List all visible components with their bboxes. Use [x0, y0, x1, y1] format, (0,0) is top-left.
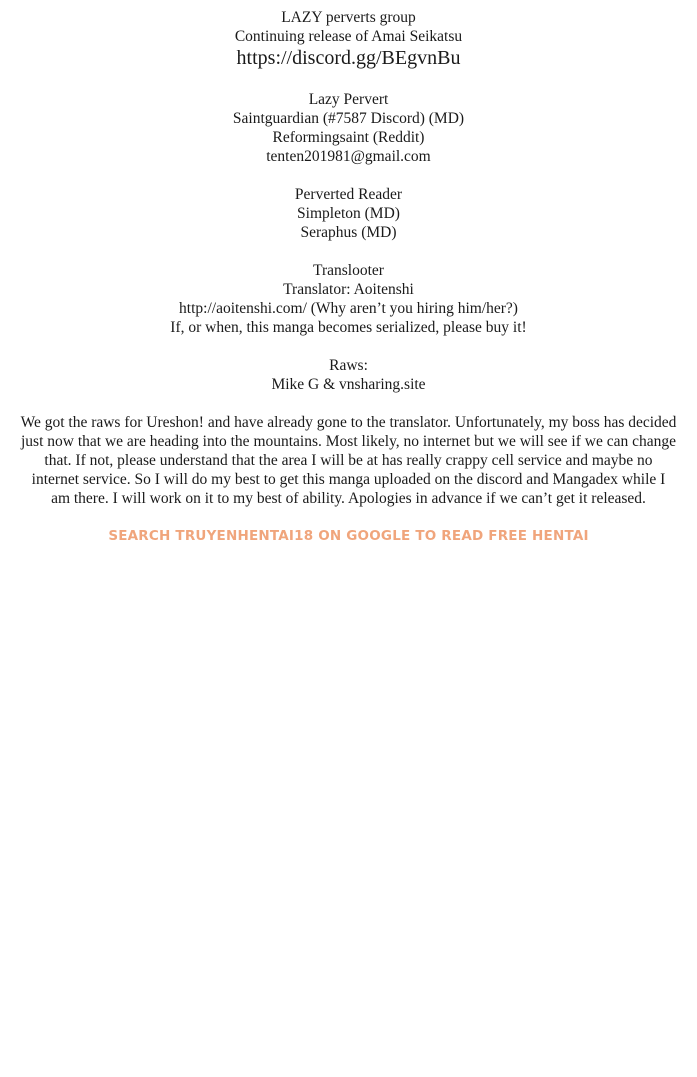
- credit-line: Seraphus (MD): [300, 224, 397, 241]
- credit-line: If, or when, this manga becomes serialized, please buy it!: [170, 319, 527, 336]
- notice-paragraph: [8, 413, 689, 508]
- notice-line: just now that we are heading into the mountains. Most likely, no internet but we will see if we can change: [21, 433, 676, 450]
- header-block: [0, 8, 697, 70]
- notice-line: that. If not, please understand that the area I will be at has really crappy cell service and maybe no: [44, 452, 653, 469]
- credit-line: Reformingsaint (Reddit): [272, 129, 425, 146]
- contact-email[interactable]: tenten201981@gmail.com: [266, 148, 431, 165]
- translator-link[interactable]: http://aoitenshi.com/ (Why aren’t you hiring him/her?): [179, 300, 518, 317]
- watermark-text: SEARCH TRUYENHENTAI18 ON GOOGLE TO READ FREE HENTAI: [108, 528, 589, 544]
- credit-line: Translator: Aoitenshi: [283, 281, 414, 298]
- group-name: LAZY perverts group: [281, 9, 416, 26]
- section-heading: Raws:: [329, 357, 368, 374]
- notice-line: We got the raws for Ureshon! and have already gone to the translator. Unfortunately, my boss has decided: [20, 414, 677, 431]
- credit-line: Saintguardian (#7587 Discord) (MD): [232, 110, 465, 127]
- credit-line: Simpleton (MD): [297, 205, 400, 222]
- notice-line: am there. I will work on it to my best of ability. Apologies in advance if we can’t get it released.: [51, 490, 646, 507]
- release-title: Continuing release of Amai Seikatsu: [234, 28, 463, 45]
- credit-line: Mike G & vnsharing.site: [271, 376, 426, 393]
- section-heading: Perverted Reader: [294, 186, 403, 203]
- section-heading: Lazy Pervert: [308, 91, 389, 108]
- lazy-pervert-section: [0, 90, 697, 166]
- discord-link[interactable]: https://discord.gg/BEgvnBu: [236, 47, 461, 69]
- notice-line: internet service. So I will do my best to get this manga uploaded on the discord and Mangadex while I: [31, 471, 666, 488]
- raws-section: [0, 356, 697, 394]
- section-heading: Translooter: [313, 262, 384, 279]
- perverted-reader-section: [0, 185, 697, 242]
- translooter-section: [0, 261, 697, 337]
